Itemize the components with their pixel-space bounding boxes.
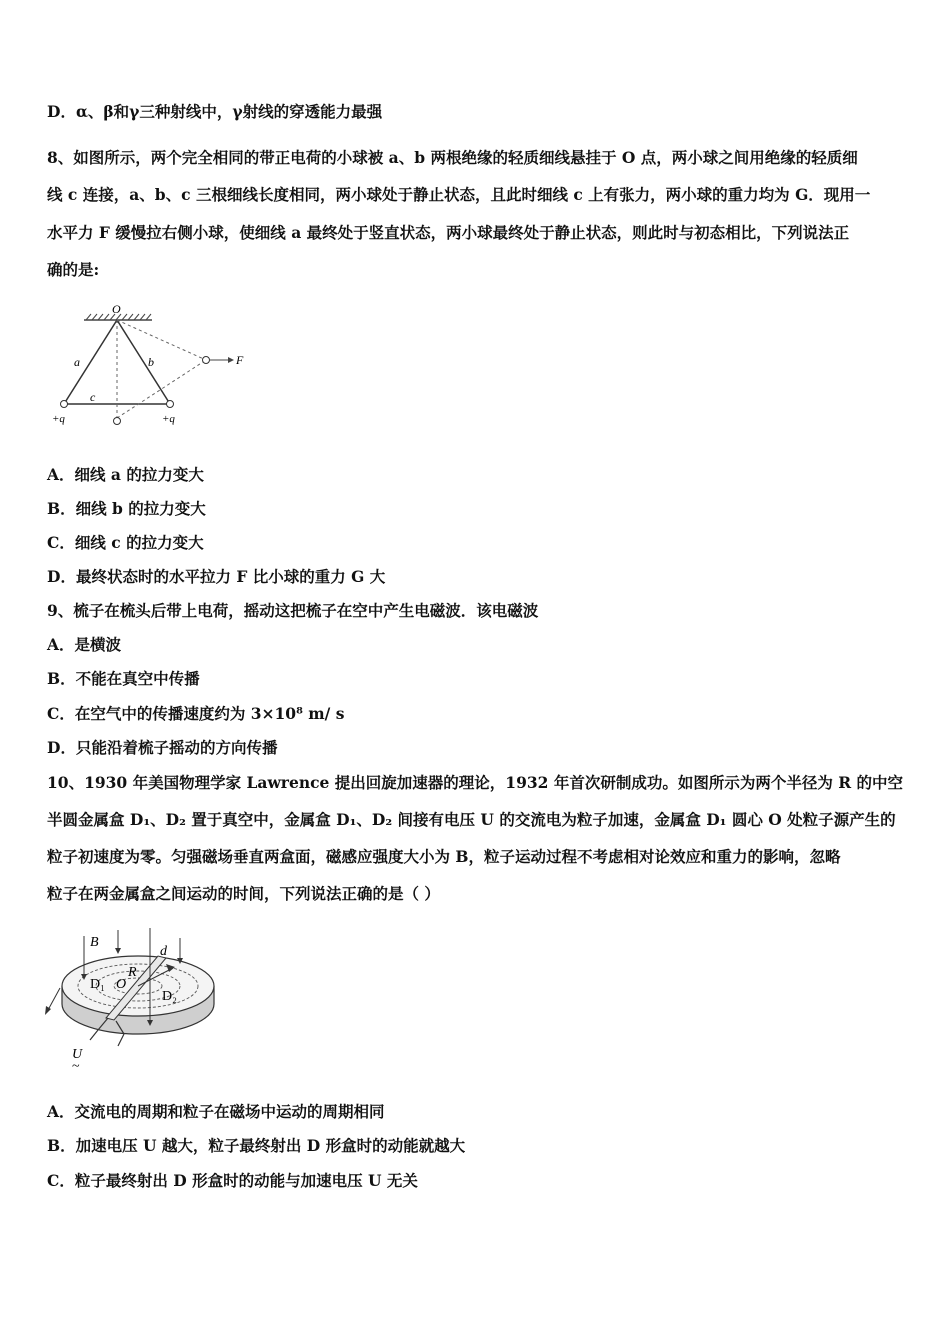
q10-option-a: A．交流电的周期和粒子在磁场中运动的周期相同 [47,1102,385,1121]
q8-stem-line-2: 线 c 连接，a、b、c 三根细线长度相同，两小球处于静止状态，且此时细线 c 上有张力，两小球的重力均为 G．现用一 [47,185,871,204]
q8-label-q-right: +q [162,413,175,425]
q8-stem-line-4: 确的是: [47,260,100,279]
q10-label-d1: D₁ [90,977,105,992]
q7-option-d: D．α、β和γ三种射线中，γ射线的穿透能力最强 [47,102,383,121]
q8-label-a: a [74,355,80,369]
q8-option-a: A．细线 a 的拉力变大 [47,465,204,484]
q10-label-u: U [72,1047,83,1062]
q10-label-d2: D₂ [162,989,177,1004]
q8-label-f: F [236,353,244,367]
q9-option-c: C．在空气中的传播速度约为 3×10⁸ m/ s [47,704,345,723]
q8-label-q-left: +q [52,413,65,425]
q10-figure [38,918,218,1070]
q8-stem-line-3: 水平力 F 缓慢拉右侧小球，使细线 a 最终处于竖直状态，两小球最终处于静止状态，则此时与初态相比，下列说法正 [47,223,850,242]
q10-label-b: B [90,935,99,950]
q9-option-a: A．是横波 [47,635,122,654]
q10-stem-line-1: 10、1930 年美国物理学家 Lawrence 提出回旋加速器的理论，1932 年首次研制成功。如图所示为两个半径为 R 的中空 [47,773,903,792]
q10-stem-line-2: 半圆金属盒 D₁、D₂ 置于真空中，金属盒 D₁、D₂ 间接有电压 U 的交流电为粒子加速，金属盒 D₁ 圆心 O 处粒子源产生的 [47,810,896,829]
q10-label-tilde: ~ [72,1059,80,1070]
q10-label-r: R [128,965,137,980]
q8-label-c: c [90,390,96,404]
q8-option-c: C．细线 c 的拉力变大 [47,533,204,552]
q10-label-d: d [160,944,167,959]
q8-figure [48,300,258,432]
q10-stem-line-3: 粒子初速度为零。匀强磁场垂直两盒面，磁感应强度大小为 B，粒子运动过程不考虑相对论效应和重力的影响，忽略 [47,847,841,866]
q10-option-b: B．加速电压 U 越大，粒子最终射出 D 形盒时的动能就越大 [47,1136,466,1155]
q8-label-b: b [148,355,154,369]
q10-option-c: C．粒子最终射出 D 形盒时的动能与加速电压 U 无关 [47,1171,418,1190]
q9-option-d: D．只能沿着梳子摇动的方向传播 [47,738,278,757]
q10-label-o: O [116,977,127,992]
q8-stem-line-1: 8、如图所示，两个完全相同的带正电荷的小球被 a、b 两根绝缘的轻质细线悬挂于 O 点，两小球之间用绝缘的轻质细 [47,148,858,167]
q9-stem: 9、梳子在梳头后带上电荷，摇动这把梳子在空中产生电磁波．该电磁波 [47,601,539,620]
q8-option-d: D．最终状态时的水平拉力 F 比小球的重力 G 大 [47,567,386,586]
q9-option-b: B．不能在真空中传播 [47,669,200,688]
q8-option-b: B．细线 b 的拉力变大 [47,499,206,518]
q10-stem-line-4: 粒子在两金属盒之间运动的时间，下列说法正确的是（ ） [47,884,440,903]
q8-label-o: O [112,302,121,316]
